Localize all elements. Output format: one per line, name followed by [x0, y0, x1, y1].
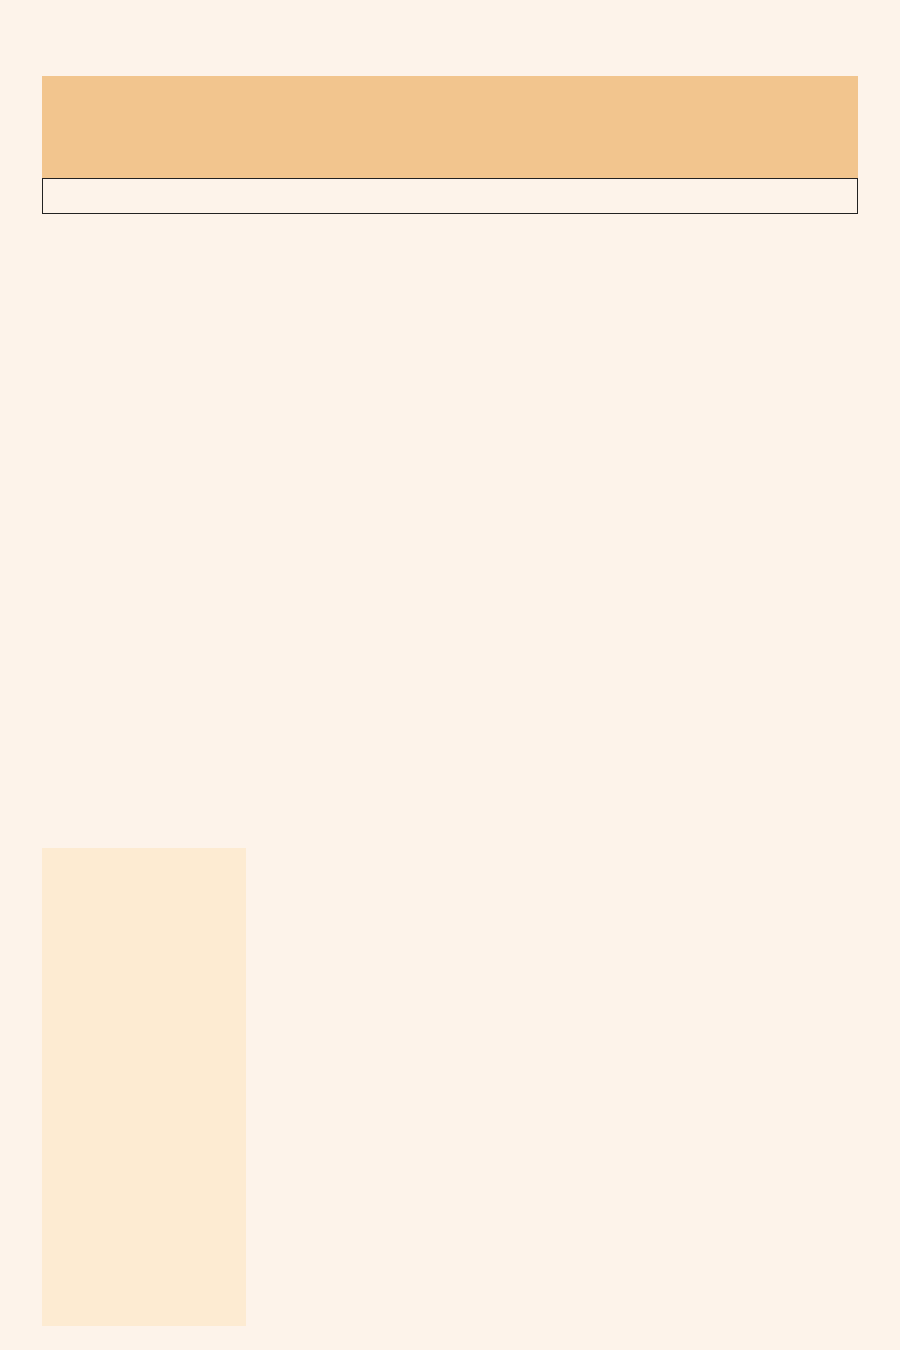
size-conversion-block	[42, 76, 858, 178]
letter-size-row	[42, 178, 858, 214]
suggested-fabrics-panel	[42, 848, 246, 1326]
